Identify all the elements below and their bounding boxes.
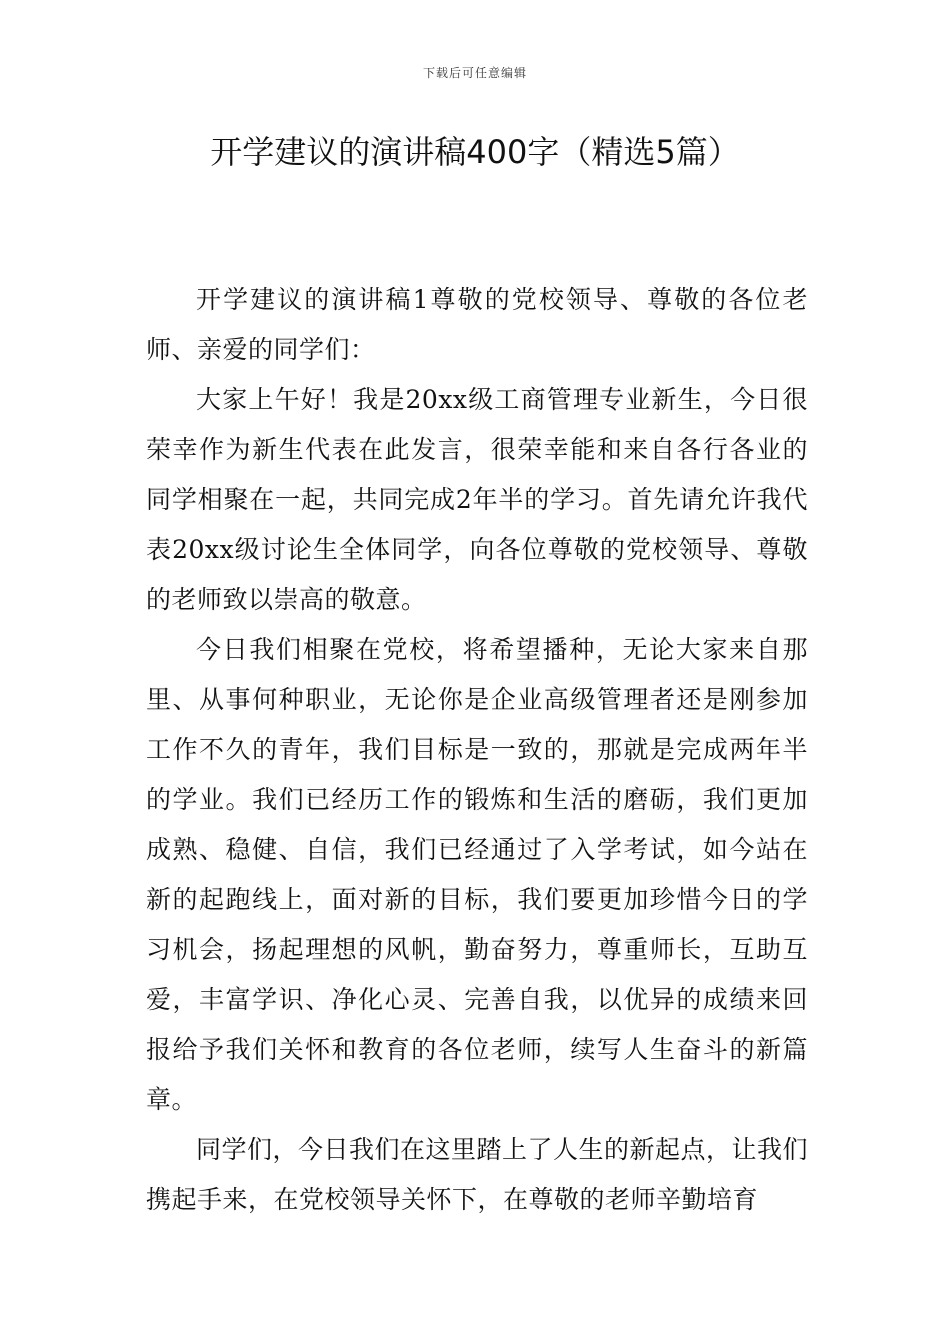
paragraph-1: 开学建议的演讲稿1尊敬的党校领导、尊敬的各位老师、亲爱的同学们：: [146, 285, 808, 364]
paragraph-2: 大家上午好！我是20xx级工商管理专业新生，今日很荣幸作为新生代表在此发言，很荣幸能和来自各行各业的同学相聚在一起，共同完成2年半的学习。首先请允许我代表20xx级讨论生全体同学，向各位尊敬的党校领导、尊敬的老师致以崇高的敬意。: [146, 385, 808, 614]
paragraph-3: 今日我们相聚在党校，将希望播种，无论大家来自那里、从事何种职业，无论你是企业高级管理者还是刚参加工作不久的青年，我们目标是一致的，那就是完成两年半的学业。我们已经历工作的锻炼和生活的磨砺，我们更加成熟、稳健、自信，我们已经通过了入学考试，如今站在新的起跑线上，面对新的目标，我们要更加珍惜今日的学习机会，扬起理想的风帆，勤奋努力，尊重师长，互助互爱，丰富学识、净化心灵、完善自我，以优异的成绩来回报给予我们关怀和教育的各位老师，续写人生奋斗的新篇章。: [146, 635, 808, 1114]
header-note: 下载后可任意编辑: [422, 66, 527, 80]
paragraph-4: 同学们，今日我们在这里踏上了人生的新起点，让我们携起手来，在党校领导关怀下，在尊敬的老师辛勤培育: [146, 1135, 809, 1214]
document-body: [146, 275, 808, 1225]
document-title: 开学建议的演讲稿400字（精选5篇）: [210, 133, 740, 171]
